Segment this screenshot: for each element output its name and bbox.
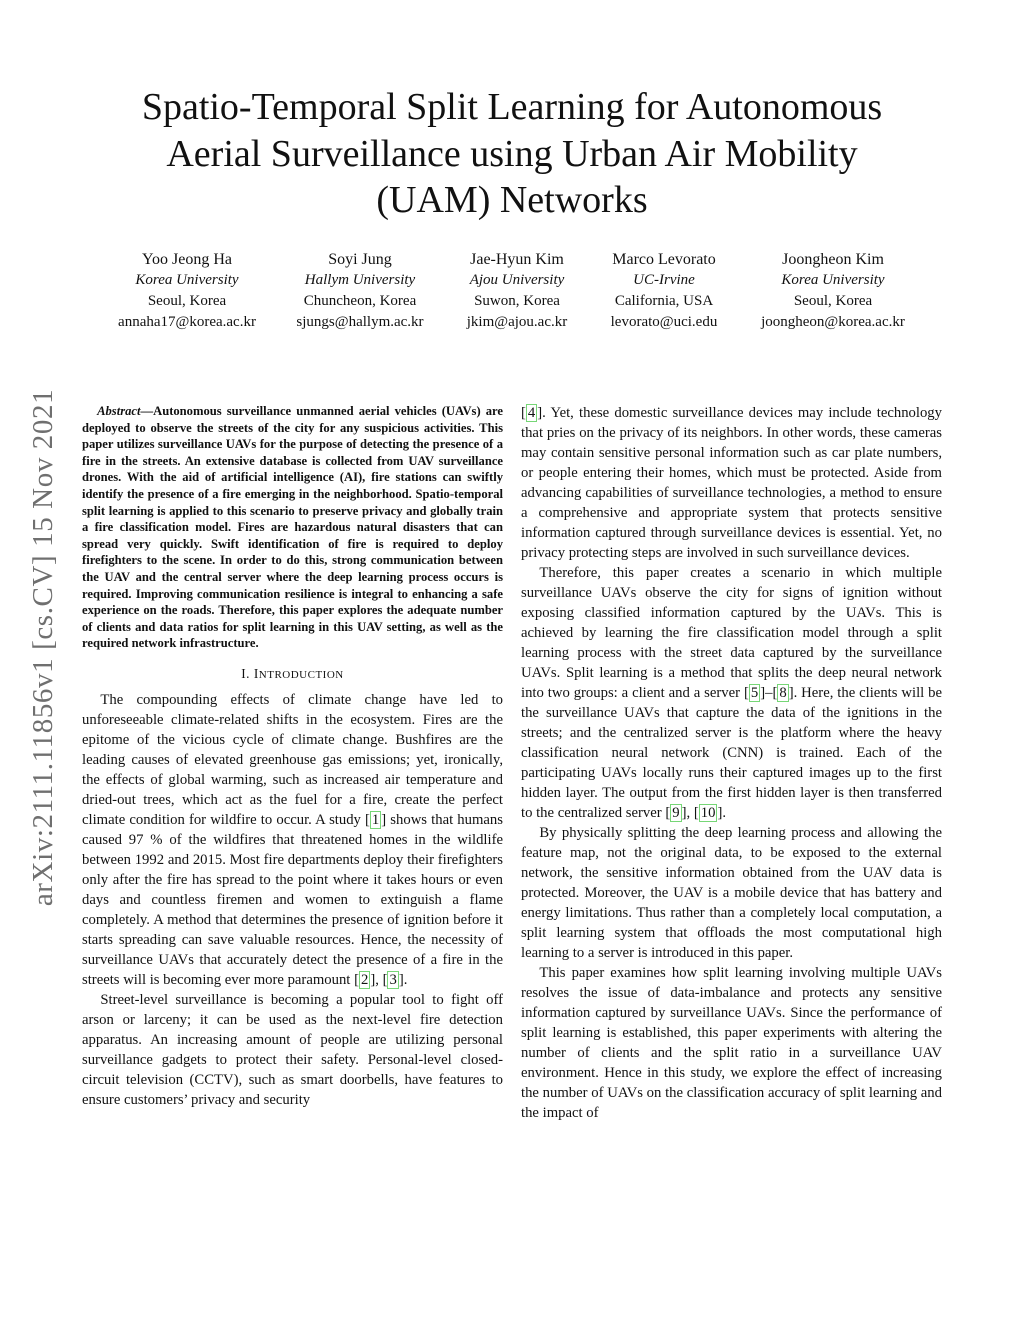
author-affiliation: Hallym University: [304, 272, 416, 288]
citation-link[interactable]: 10: [700, 805, 716, 821]
intro-paragraph-2-start: [82, 990, 503, 1110]
arxiv-identifier-margin: [22, 350, 66, 945]
author-email: joongheon@korea.ac.kr: [761, 314, 905, 330]
author-location: Chuncheon, Korea: [303, 293, 417, 309]
author-block-5: [738, 249, 928, 333]
paragraph-end: .: [403, 971, 408, 988]
citation-link[interactable]: 8: [779, 685, 787, 701]
title-line-3: (UAM) Networks: [376, 179, 648, 221]
citation-separator: ,: [686, 805, 694, 821]
right-column: [521, 403, 942, 1123]
intro-paragraph-3: Therefore, this paper creates a scenario in which multiple surveillance UAVs observe the city for signs of ignition without exposing classified information captured by the UAVs. This is achieved by learning the fire classification model through a split learning process with the street data captured by the surveillance UAVs. Split learning is a method that splits the deep neural network into two groups: a client and a server [ 5 ]–[ 8 ]. Here, the clients will be the surveillance UAVs that capture the data of the ignitions in the streets; and the centralized server is the platform where the heavy classification neural network (CNN) is trained. Each of the participating UAVs locally runs their captured images up to the first hidden layer. The output from the first hidden layer is then transferred to the centralized server [ 9 ], [ 10 ].: [521, 565, 942, 821]
author-email: jkim@ajou.ac.kr: [466, 314, 568, 330]
abstract-dash: —: [140, 404, 154, 418]
title-line-2: Aerial Surveillance using Urban Air Mobility: [166, 132, 858, 175]
author-block-4: [569, 249, 759, 333]
section-initial: I: [253, 665, 259, 681]
citation-link[interactable]: 2: [360, 971, 369, 988]
author-name: Soyi Jung: [328, 251, 392, 268]
author-affiliation: Korea University: [135, 272, 239, 288]
citation-link[interactable]: 9: [672, 805, 680, 821]
citation-link[interactable]: 5: [750, 685, 759, 701]
author-affiliation: Ajou University: [469, 272, 565, 288]
paragraph-end: .: [722, 805, 727, 821]
arxiv-id: arXiv:2111.11856v1 [cs.CV] 15 Nov 2021: [27, 388, 60, 907]
citation-link[interactable]: 3: [389, 971, 397, 988]
citation-link[interactable]: 4: [527, 405, 536, 421]
author-email: annaha17@korea.ac.kr: [118, 314, 256, 330]
author-name: Marco Levorato: [612, 251, 716, 268]
author-block-1: [92, 249, 282, 333]
author-affiliation: Korea University: [781, 272, 885, 288]
author-location: Seoul, Korea: [793, 293, 873, 309]
author-name: Joongheon Kim: [782, 251, 884, 268]
left-column: [82, 403, 503, 1110]
intro-paragraph-5: This paper examines how split learning involving multiple UAVs resolves the issue of data-imbalance and protects any sensitive information captured by surveillance UAVs. Since the performance of split learning is established, this paper experiments with altering the number of clients and the split ratio in a surveillance UAV environment. Hence in this study, we explore the effect of increasing the number of UAVs on the classification accuracy of split learning and the impact of: [521, 965, 942, 1121]
abstract: [82, 403, 503, 652]
paper-title: [80, 84, 944, 224]
title-line-1: Spatio-Temporal Split Learning for Autonomous: [141, 86, 883, 128]
paragraph-text: . Yet, these domestic surveillance devices may include technology that pries on the privacy of its neighbors. In other words, these cameras may contain sensitive personal information such as car plate numbers, or people entering their homes, which must be protected. Aside from advancing capabilities of surveillance technologies, a method to ensure a comprehensive and appropriate system that protects sensitive information captured through surveillance devices is essential. Yet, no privacy protecting steps are involved in such surveillance devices.: [521, 405, 942, 561]
paragraph-text: . Here, the clients will be the surveillance UAVs that capture the data of the ignitions in the streets; and the centralized server is the platform where the heavy classification neural network (CNN) is trained. Each of the participating UAVs locally runs their captured images up to the first hidden layer. The output from the first hidden layer is then transferred to the centralized server: [521, 685, 942, 821]
author-affiliation: UC-Irvine: [633, 272, 695, 288]
citation-separator: ,: [375, 971, 383, 988]
section-number: I.: [241, 665, 251, 681]
author-name: Jae-Hyun Kim: [470, 251, 564, 268]
author-name: Yoo Jeong Ha: [142, 251, 232, 268]
author-location: Seoul, Korea: [147, 293, 227, 309]
author-email: sjungs@hallym.ac.kr: [296, 314, 424, 330]
paragraph-text: Street-level surveillance is becoming a popular tool to fight off arson or larceny; it can be used as the next-level fire detection apparatus. An increasing amount of people are utilizing personal surveillance gadgets to protect their safety. Personal-level closed-circuit television (CCTV), such as smart doorbells, have features to ensure customers’ privacy and security: [82, 991, 503, 1108]
section-title-rest: NTRODUCTION: [258, 668, 344, 681]
abstract-text: Autonomous surveillance unmanned aerial vehicles (UAVs) are deployed to observe the streets of the city for any suspicious activities. This paper utilizes surveillance UAVs for the purpose of detecting the presence of a fire in the streets. An extensive database is collected from UAV surveillance drones. With the aid of artificial intelligence (AI), fire stations can swiftly identify the presence of a fire emerging in the neighborhood. Spatio-temporal split learning is applied to this scenario to preserve privacy and globally train a fire classification model. Fires are hazardous natural disasters that can spread very quickly. Swift identification of fire is required to deploy firefighters to the scene. In order to do this, strong communication between the UAV and the central server where the deep learning process occurs is required. Improving communication resilience is integral to enhancing a safe experience on the roads. Therefore, this paper explores the adequate number of clients and data ratios for split learning in this UAV setting, as well as the required network infrastructure.: [82, 404, 503, 651]
paragraph-text: Therefore, this paper creates a scenario in which multiple surveillance UAVs observe the city for signs of ignition without exposing classified information captured by the UAVs. This is achieved by learning the fire classification model through a split learning process with the street data captured by the surveillance UAVs. Split learning is a method that splits the deep neural network into two groups: a client and a server: [521, 565, 942, 701]
author-location: California, USA: [614, 293, 714, 309]
abstract-label: Abstract: [97, 404, 141, 418]
intro-paragraph-4: By physically splitting the deep learning process and allowing the feature map, not the original data, to be exposed to the external network, the sensitive information obtained from the UAV data is protected. Moreover, the UAV is a mobile device that has battery and energy limitations. Thus rather than a completely local computation, a split learning system that offloads the most computational high learning to a server is introduced in this paper.: [521, 825, 942, 961]
citation-link[interactable]: 1: [371, 811, 380, 828]
intro-paragraph-2-continued: [ 4 ]. Yet, these domestic surveillance devices may include technology that pries on the privacy of its neighbors. In other words, these cameras may contain sensitive personal information such as car plate numbers, or people entering their homes, which must be protected. Aside from advancing capabilities of surveillance technologies, a method to ensure a comprehensive and appropriate system that protects sensitive information captured through surveillance devices is essential. Yet, no privacy protecting steps are involved in such surveillance devices.: [521, 405, 942, 561]
author-email: levorato@uci.edu: [610, 314, 718, 330]
intro-paragraph-1: The compounding effects of climate change have led to unforeseeable climate-related shifts in the ecosystem. Fires are the epitome of the vicious cycle of climate change. Bushfires are the leading causes of elevated greenhouse gas emissions; yet, ironically, the effects of global warming, such as increased air temperature and dried-out trees, which act as the fuel for a fire, create the perfect climate condition for wildfire to occur. A study [ 1 ] shows that humans caused 97 % of the wildfires that threatened homes in the wildlife between 1992 and 2015. Most fire departments deploy their firefighters only after the fire has spread to the point where it takes hours or even days and countless firemen and women to extinguish a flame completely. A method that determines the presence of ignition before it starts spreading can save valuable resources. Hence, the necessity of surveillance UAVs that accurately detect the presence of a fire in the streets will is becoming ever more paramount [ 2 ], [ 3 ].: [82, 691, 503, 988]
paragraph-text: shows that humans caused 97 % of the wildfires that threatened homes in the wildlife between 1992 and 2015. Most fire departments deploy their firefighters only after the fire has spread to the point where it takes hours or even days and countless firemen and women to extinguish a flame completely. A method that determines the presence of ignition before it starts spreading can save valuable resources. Hence, the necessity of surveillance UAVs that accurately detect the presence of a fire in the streets will is becoming ever more paramount: [82, 811, 503, 988]
paragraph-text: The compounding effects of climate change have led to unforeseeable climate-related shifts in the ecosystem. Fires are the epitome of the vicious cycle of climate change. Bushfires are the leading causes of elevated greenhouse gas emissions; yet, ironically, the effects of global warming, such as increased air temperature and dried-out trees, which act as the fuel for a fire, create the perfect climate condition for wildfire to occur. A study: [82, 691, 503, 828]
citation-range-dash: –: [765, 685, 773, 701]
section-heading-introduction: [82, 664, 503, 685]
author-location: Suwon, Korea: [474, 293, 560, 309]
